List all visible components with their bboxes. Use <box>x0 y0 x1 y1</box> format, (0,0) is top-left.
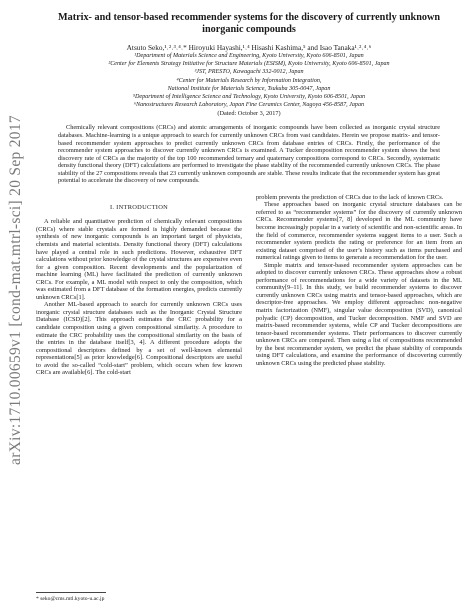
affiliation: ⁴Center for Materials Research by Information Integration, <box>176 77 322 84</box>
author-list: Atsuto Seko,¹˒²˒³˒⁴˒* Hiroyuki Hayashi,¹˒⁴ Hisashi Kashima,⁵ and Isao Tanaka¹˒²˒⁴˒⁶ <box>126 43 372 52</box>
affiliation: ⁶Nanostructures Research Laboratory, Japan Fine Ceramics Center, Nagoya 456-8587, Japan <box>133 102 365 109</box>
affiliation-list <box>36 53 462 109</box>
footnote-email[interactable]: * seko@cms.mtl.kyoto-u.ac.jp <box>36 596 105 602</box>
body-paragraph: problem prevents the prediction of CRCs due to the lack of known CRCs. <box>256 193 444 201</box>
dated-line: (Dated: October 3, 2017) <box>217 110 281 118</box>
body-paragraph: These approaches based on inorganic crystal structure databases can be referred to as “recommender systems” for the discovery of currently unknown CRCs. Recommender systems[7, 8] developed in the ML community have become increasingly popular in a variety of scientific and non-scientific areas. In the field of commerce, recommender systems suggest items to a user. Such a recommender system predicts the rating or preference for an item from an existing dataset comprised of the user’s history such as items purchased and numerical ratings given to items to generate a recommendation for the user. <box>256 201 462 262</box>
paper-page <box>36 12 462 377</box>
abstract: Chemically relevant compositions (CRCs) and atomic arrangements of inorganic compounds have been collected as inorganic crystal structure databases. Machine-learning is a unique approach to search for currently unknown CRCs from vast candidates. Herein we propose matrix- and tensor-based recommender system approaches to predict currently unknown CRCs from database entries of CRCs. Firstly, the performance of the recommender system approaches to discover currently unknown CRCs is examined. A Tucker decomposition recommender system shows the best discovery rate of CRCs as the majority of the top 100 recommended ternary and quaternary compositions correspond to CRCs. Secondly, systematic density functional theory (DFT) calculations are performed to investigate the phase stability of the recommended currently unknown CRCs. The phase stability of the 27 compositions reveals that 23 currently unknown compounds are stable. These results indicate that the recommender system has great potential to accelerate the discovery of new compounds. <box>58 124 440 185</box>
paper-title: Matrix- and tensor-based recommender systems for the discovery of currently unknown inorganic compounds <box>58 12 440 35</box>
body-columns <box>36 194 462 377</box>
arxiv-identifier-sidebar <box>2 110 30 470</box>
affiliation: ⁵Department of Intelligence Science and Technology, Kyoto University, Kyoto 606-8501, Japan <box>132 94 366 101</box>
body-paragraph: Another ML-based approach to search for currently unknown CRCs uses inorganic crystal structure databases such as the Inorganic Crystal Structure Database (ICSD)[2]. This approach estimates the CRC probability for a candidate composition using a given compositional similarity. A procedure to estimate the CRC probability uses the compositional similarity on the basis of the entries in the database itself[3, 4]. A different procedure adopts the compositional descriptors defined by a set of well-known elemental representations[5] as prior knowledge[6]. Compositional descriptors are useful to avoid the so-called “cold-start” problem, which occurs when few known CRCs are available[6]. The cold-start <box>36 301 242 377</box>
right-column <box>256 194 462 377</box>
affiliation: National Institute for Materials Science, Tsukuba 305-0047, Japan <box>167 85 331 92</box>
body-paragraph: Simple matrix and tensor-based recommender system approaches can be adopted to discover currently unknown CRCs. These approaches show a robust performance of recommendations for a wide variety of datasets in the ML community[9–11]. In this study, we build recommender systems to discover currently unknown CRCs using matrix and tensor-based approaches, which are descriptor-free approaches. We employ different approaches: non-negative matrix factorization (NMF), singular value decomposition (SVD), canonical polyadic (CP) decomposition, and Tucker decomposition. NMF and SVD are matrix-based recommender systems, while CP and Tucker decompositions are tensor-based recommender systems. Their performances to discover currently unknown CRCs are compared. Then using a list of compositions recommended by the best recommender system, we predict the phase stability of compounds using DFT calculations, and examine the performance of discovering currently unknown CRCs using the predicted phase stability. <box>256 261 462 367</box>
footnote-rule <box>36 592 106 593</box>
affiliation: ²Center for Elements Strategy Initiative for Structure Materials (ESISM), Kyoto University, Kyoto 606-8501, Japan <box>108 61 390 68</box>
section-heading: I. INTRODUCTION <box>109 203 169 211</box>
left-column <box>36 194 242 377</box>
arxiv-identifier: arXiv:1710.00659v1 [cond-mat.mtrl-sci] 20 Sep 2017 <box>7 115 25 465</box>
affiliation: ¹Department of Materials Science and Engineering, Kyoto University, Kyoto 606-8501, Japan <box>134 53 364 59</box>
body-paragraph: A reliable and quantitative prediction of chemically relevant compositions (CRCs) where stable crystals are formed is highly demanded because the synthesis of new inorganic compounds is an important target of physicists, chemists and material scientists. Density functional theory (DFT) calculations have played a central role in such predictions. However, exhaustive DFT calculations without prior knowledge of the crystal structures are expensive even for a given composition. Recent developments and the popularization of machine learning (ML) have facilitated the prediction of currently unknown CRCs. For example, a ML model with respect to only the composition, which was estimated from a DFT database of the formation energies, predicts currently unknown CRCs[1]. <box>36 218 242 301</box>
affiliation: ³JST, PRESTO, Kawaguchi 332-0012, Japan <box>194 69 304 76</box>
